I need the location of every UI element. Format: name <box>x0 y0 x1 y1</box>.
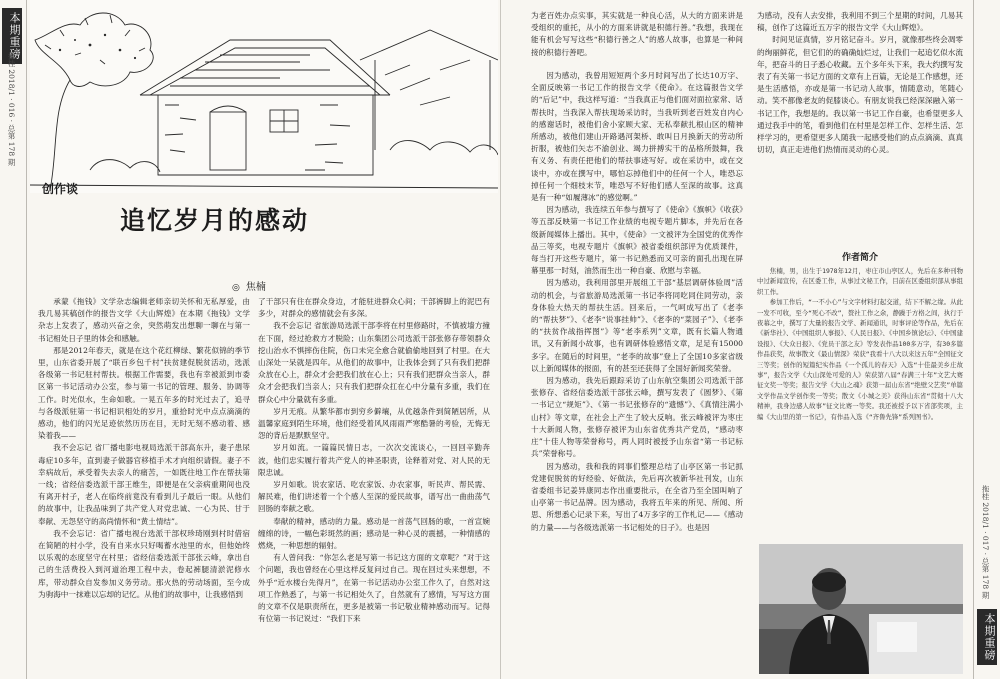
author-photo <box>759 544 963 674</box>
paragraph: 因为感动，我先后跟踪采访了山东航空集团公司选派干部张修存、省经信委选派干部张云峰，撰写发表了《圆梦》、《第一书记立“规矩”》、《第一书记张修存的“遗憾”》、《真情注满小山村》等文章，在社会上产生了较大反响。张云峰被评为枣庄十大新闻人物，张修存被评为山东省优秀共产党员，“感动枣庄”十佳人物等荣誉称号，两人同时被授予山东省“第一书记标兵”荣誉称号。 <box>531 376 743 459</box>
body-column-3-top <box>531 10 743 66</box>
paragraph: 岁月如流。一篇篇民情日志，一次次交流谈心，一回回辛勤奔波，他们忠实履行着共产党人的神圣职责，诠释着对党、对人民的无限忠诚。 <box>258 443 490 477</box>
author-bio-heading: 作者简介 <box>841 253 878 263</box>
right-page <box>501 0 1000 679</box>
page-info: 拖桂 2018/1 · 017 · 总第 178 期 <box>981 485 990 599</box>
paragraph: 那是2012年春天，就是在这个花红柳绿、繁花似锦的季节里，山东省委开展了“联百乡包千村”扶贫建促脱贫活动，选派各级第一书记驻村帮扶。根据工作需要，我也有幸被派到市委区第一书记活动办公室，参与第一书记的管理、服务、协调等工作。时光似水，生命如歌。一晃五年多的时光过去了，追寻与各级派驻第一书记相识相处的岁月，重拾时光中点点滴滴的感动，他们的闪光足迹依然历历在目，无时无刻不感动着、感染着我—— <box>38 345 250 441</box>
paragraph: 为感动，没有人去安排，我利用不到三个星期的时间，几易其稿，创作了这篇近五万字的报告文学《大山辉煌》。 <box>757 11 963 33</box>
paragraph: 有人曾问我：“你怎么老是写第一书记这方面的文章呢？”对于这个问题，我也曾经在心里这样反复问过自己。现在回过头来想想，不外乎“近水楼台先得月”，在第一书记活动办公室工作久了，自然对这项工作熟悉了，与第一书记相处久了，自然就有了感情，写写这方面的文章不仅是职责所在，更多是被第一书记敬业精神感动而写。记得有位第一书记说过：“我们下来 <box>258 553 490 624</box>
paragraph: 因为感动，我利用部里开展组工干部“基层调研体验周”活动的机会，与省旅游局选派第一书记李将同吃同住同劳动，亲身体验大热天的帮扶生活。回来后，一气呵成写出了《老李的“帮扶梦”》、《老李“说事挂帅”》、《老李的“菜园子”》、《老李的“扶贫作战指挥图”》等“老李系列”文章，既有长篇人物通讯，又有新闻小故事，也有调研体验感悟文章，足足有15000多字。在随后的时间里，“老李的故事”登上了全国10多家省级以上新闻媒体的报面，有的甚至还获得了全国好新闻奖荣誉。 <box>531 278 743 373</box>
body-column-1 <box>38 296 250 674</box>
paragraph: 承蒙《拖钱》文学杂志编辑老师亲切关怀和无私厚爱，由我几易其稿创作的报告文学《大山辉煌》在本期《拖钱》文学杂志上发表了，感动兴奋之余，突然萌发出想聊一聊在与第一书记相处日子里的体会和感触。 <box>38 297 250 343</box>
bullet-icon: ◎ <box>232 283 240 293</box>
paragraph: 了干部只有住在群众身边，才能驻进群众心间；干部裤脚上的泥巴有多少，对群众的感情就会有多深。 <box>258 297 490 319</box>
author-bio <box>757 266 963 538</box>
village-sketch-illustration <box>30 0 498 193</box>
byline <box>232 278 266 293</box>
left-margin-rail <box>0 0 27 679</box>
paragraph: 时间见证真情，岁月铭记奋斗。岁月，就像那些终会凋零的绚丽鲜花，但它们的的确确灿烂过，让我们一起追忆似水流年，把奋斗的日子悉心收藏。五个多年头下来，我大约撰写发表了有关第一书记方面的文章有上百篇，无论是工作感想，还是生活感悟，亦或是第一书记动人故事，情随意动，笔随心动。笑不都像老友的促膝谈心。有朋友说我已经深深融入第一书记工作，我想是的。我以第一书记工作自豪，也希望更多人通过我手中的笔，看到他们在村里是怎样工作、怎样生活、怎样学习的，更希望更多人随我一起感受他们的点点滴滴、真真切切，真正走进他们热情而灵动的心灵。 <box>757 35 963 155</box>
body-column-2 <box>258 296 490 674</box>
bio-paragraph: 参加工作后，“一不小心”与文字材料打起交道，结下不解之缘。从此一发不可收，至今“死心不改”，赘社工作之余，静躁于方格之间，执行于夜幕之中，撰写了大量的报告文学、新闻通讯，时事评论等作品，先后在《新华社》、《中国组织人事报》、《人民日报》、《中国乡镇论坛》、《中国建设报》、《大众日报》、《党员干部之友》等发表作品100多万字，有30多篇作品获奖，故事散文《最山情深》荣获“我看十八大以来这五年”全国征文三等奖；创作的短篇纪实作品《一个孤儿的春天》入选“十佳最美乡庄故事”，报告文学《大山深处可爱的人》荣获第八届“春满三十年”文艺大赛征文奖一等奖；报告文学《大山之魂》获第一届山东省“绝壁父艺奖”单篇文学作品文学创作奖一等奖；散文《小城之美》获得山东省“贯彻十八大精神，我身边感人故事”征文比赛一等奖。我还被授予以下省部奖项，主编《大山里的第一书记》，有作品入选《“齐鲁先锋”系列图书》。 <box>757 298 963 421</box>
paragraph: 我不会忘记 省厂播电影电视局选派干部高东升，妻子患尿毒症10多年，直到妻子做器官移植手术才向组织请假。妻子不幸病故后，承受着失去亲人的痛苦，一如既往地工作在帮扶第一线；省经信委选派干部王维生，即便是在父亲病重期间也没有离开村子，老人在临终前竟没有看到儿子最后一眼。从他们的故事中，让我品味到了共产党人对党忠诚、一心为民、甘于奉献、无怨坚守的高尚情怀和“黄土情结”。 <box>38 443 250 526</box>
paragraph: 我不会忘记：省广播电视台选派干部权珍琦刚到村时借宿在简陋的村小学，没有自来水只好喝蓄水池里的水，但他始终以乐观的态度坚守在村里；省经信委选派干部张云峰，拿出自己的生活费投入到河道治理工程中去，卷起裤腿清淤泥修水库，带动群众自发参加义务劳动。那火热的劳动场面，至今成为驹海中一抹难以忘却的记忆。从他们的故事中，让我感悟到 <box>38 528 250 599</box>
paragraph: 为老百姓办点实事，其实就是一种良心活，从大的方面来讲是受组织的重托，从小的方面来讲就是积德行善。”我想，我现在能有机会写写这些“积德行善之人”的感人故事，也算是一种间接的积德行善吧。 <box>531 11 743 57</box>
author-name: 焦楠 <box>245 282 266 293</box>
page-info: 拖桂 2018/1 · 016 · 总第 178 期 <box>7 52 16 166</box>
paragraph: 岁月无痕。从繁华都市到穷乡僻壤，从优越条件到简陋居所，从温馨家庭到陌生环境，他们经受着风风雨雨严寒酷暑的考验，无悔无怨的背后是默默坚守。 <box>258 406 490 441</box>
paragraph: 因为感动，我连续五年参与撰写了《使命》《旗帜》《收获》等五部反映第一书记工作业绩的电视专题片脚本，并先后在各级新闻媒体上播出。其中，《使命》一文被评为全国党的优秀作品三等奖，电视专题片《旗帜》被省委组织部评为优质课件，每当打开这些专题片，第一书记熟悉而又可亲的面孔出现在屏幕里那一时刻，油然而生出一种自豪、欣慰与幸福。 <box>531 205 743 276</box>
paragraph: 岁月如歌。说农家话、吃农家饭、办农家事，听民声、帮民需、解民难，他们讲述着一个个感人至深的爱民故事，谱写出一曲曲荡气回肠的奉献之歌。 <box>258 480 490 514</box>
body-column-3 <box>531 70 743 674</box>
section-tag: 本期重磅 <box>977 609 997 665</box>
article-title: 追忆岁月的感动 <box>120 206 310 235</box>
bio-paragraph: 焦楠，男，出生于1978年12月，枣庄市山亭区人，先后在多种刊物中过新闻宣传，在区委工作，从事过文秘工作，目前在区委组织部从事组织工作。 <box>757 267 963 296</box>
paragraph: 我不会忘记 省旅游局选派干部李将在村里修路时，不慎被墙方撞在下面，经过抢救方才脱险；山东集团公司选派干部张修存带领群众挖山治水不惧摔伤住院，伤口未完全愈合就偷偷地回到了村里。在大山深处一呆就是四年。从他们的故事中，让我体会到了只有我们把群众放在心上，群众才会把我们放在心上；只有我们把群众当亲人，群众才会把我们当亲人；只有我们把群众扛在心中分量有多重，我们在群众心中分量就有多重。 <box>258 321 490 404</box>
right-margin-rail <box>973 0 1000 679</box>
body-column-4 <box>757 10 963 240</box>
column-tag: 创作谈 <box>42 182 79 196</box>
paragraph: 因为感动，我和我的同事们整理总结了山亭区第一书记抓党建促脱贫的好经验、好做法，先后再次被新华社刊发，山东省委组书记姜异康同志作出重要批示，在全省乃至全国叫响了山亭第一书记品牌。因为感动，我将五年来的所见、所闻、所思、所想悉心记录下来，写出了4万多字的工作札记——《感动的力量——与各级选派第一书记相处的日子》。也是因 <box>531 461 743 532</box>
paragraph: 因为感动，我曾用短短两个多月时间写出了长达10万字、全面反映第一书记工作的报告文学《使命》。在这篇报告文学的“后记”中，我这样写道：“当我真正与他们面对面拉家常、话帮扶时，当我深入帮扶现场采访时，当我听到老百姓发自内心的感谢话时，被他们舍小家顾大家、无私奉献扎根山区的精神所感动，被他们建山开路遇河架桥、敢叫日月换新天的劳动所折服，被他们矢志不渝创业、竭力拼搏实干的品格所鼓舞，我有义务、有责任把他们的帮扶事迹写好。或在采访中，或在交谈中，亦或在撰写中，哪怕忘掉他们中的任何一个人，唯恐忘掉任何一个细枝末节，唯恐写不好他们感人至深的故事。这真是有一种“如履薄冰”的感觉啊。” <box>531 71 743 203</box>
paragraph: 奉献的精神，感动的力量。感动是一首荡气回肠的歌，一首宣婉缠绵的诗，一幅色彩斑然的画；感动是一种心灵的震撼，一种情感的燃烧，一种思想的辐射。 <box>258 516 490 551</box>
section-tag: 本期重磅 <box>2 8 22 64</box>
